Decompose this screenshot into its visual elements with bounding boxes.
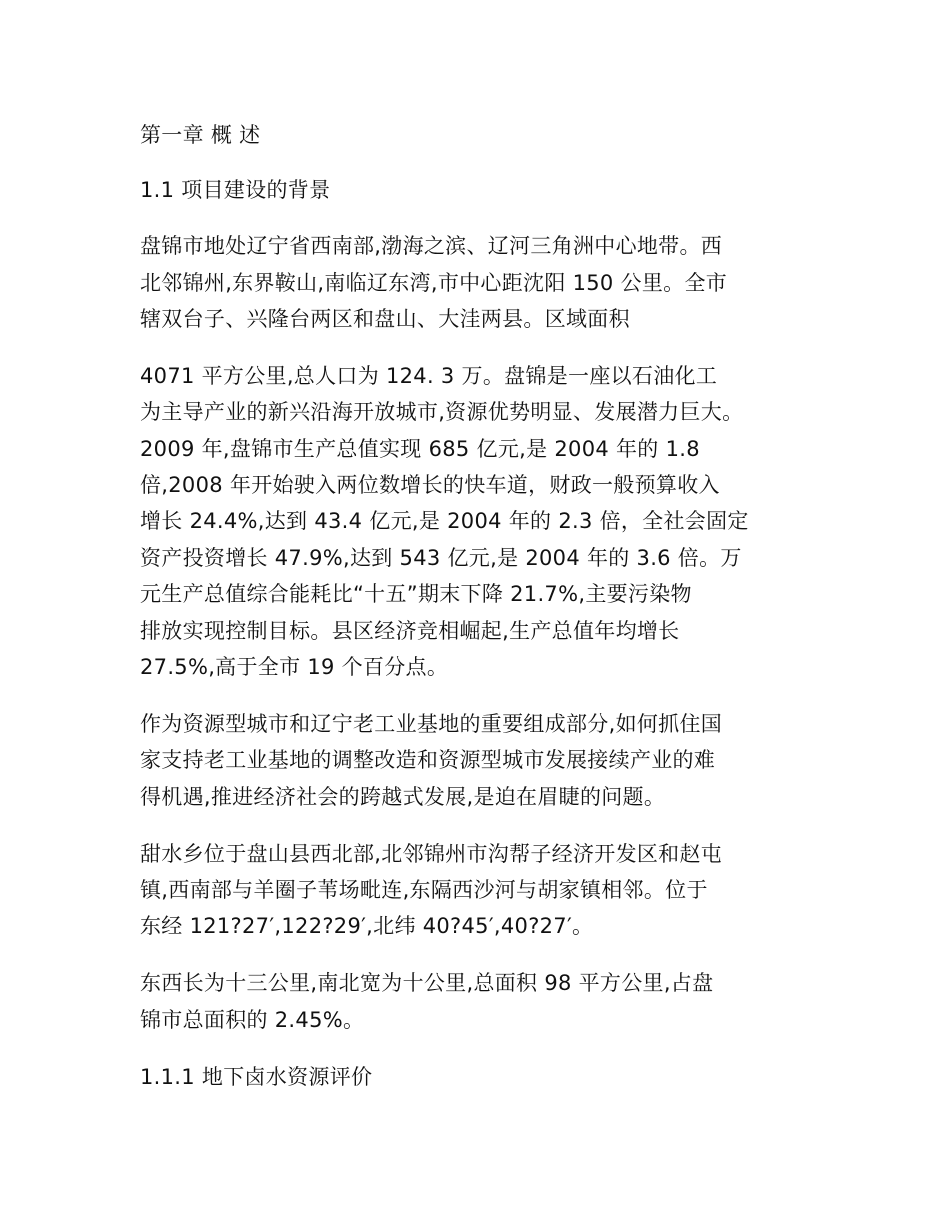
paragraph-4-line-3: 东经 121?27′,122?29′,北纬 40?45′,40?27′。 (140, 914, 594, 938)
paragraph-1-line-3: 辖双台子、兴隆台两区和盘山、大洼两县。区域面积 (140, 307, 630, 331)
paragraph-2-line-8: 排放实现控制目标。县区经济竞相崛起,生产总值年均增长 (140, 619, 680, 643)
paragraph-2-line-1: 4071 平方公里,总人口为 124. 3 万。盘锦是一座以石油化工 (140, 364, 718, 388)
paragraph-2-line-7: 元生产总值综合能耗比“十五”期末下降 21.7%,主要污染物 (140, 582, 692, 606)
paragraph-5-line-1: 东西长为十三公里,南北宽为十公里,总面积 98 平方公里,占盘 (140, 971, 714, 995)
paragraph-5-line-2: 锦市总面积的 2.45%。 (140, 1008, 365, 1032)
paragraph-4-line-1: 甜水乡位于盘山县西北部,北邻锦州市沟帮子经济开发区和赵屯 (140, 842, 723, 866)
paragraph-2-line-5: 增长 24.4%,达到 43.4 亿元,是 2004 年的 2.3 倍，全社会固定 (140, 509, 749, 533)
paragraph-3-line-2: 家支持老工业基地的调整改造和资源型城市发展接续产业的难 (140, 748, 716, 772)
chapter-title: 第一章 概 述 (140, 123, 261, 147)
paragraph-1-line-2: 北邻锦州,东界鞍山,南临辽东湾,市中心距沈阳 150 公里。全市 (140, 271, 728, 295)
paragraph-4-line-2: 镇,西南部与羊圈子苇场毗连,东隔西沙河与胡家镇相邻。位于 (140, 878, 708, 902)
paragraph-2-line-9: 27.5%,高于全市 19 个百分点。 (140, 655, 449, 679)
section-heading-1-1: 1.1 项目建设的背景 (140, 178, 331, 202)
paragraph-3-line-1: 作为资源型城市和辽宁老工业基地的重要组成部分,如何抓住国 (140, 712, 723, 736)
paragraph-2-line-4: 倍,2008 年开始驶入两位数增长的快车道，财政一般预算收入 (140, 473, 720, 497)
paragraph-1-line-1: 盘锦市地处辽宁省西南部,渤海之滨、辽河三角洲中心地带。西 (140, 234, 723, 258)
section-heading-1-1-1: 1.1.1 地下卤水资源评价 (140, 1065, 373, 1089)
paragraph-3-line-3: 得机遇,推进经济社会的跨越式发展,是迫在眉睫的问题。 (140, 785, 666, 809)
paragraph-2-line-2: 为主导产业的新兴沿海开放城市,资源优势明显、发展潜力巨大。 (140, 400, 744, 424)
paragraph-2-line-6: 资产投资增长 47.9%,达到 543 亿元,是 2004 年的 3.6 倍。万 (140, 546, 742, 570)
paragraph-2-line-3: 2009 年,盘锦市生产总值实现 685 亿元,是 2004 年的 1.8 (140, 437, 700, 461)
